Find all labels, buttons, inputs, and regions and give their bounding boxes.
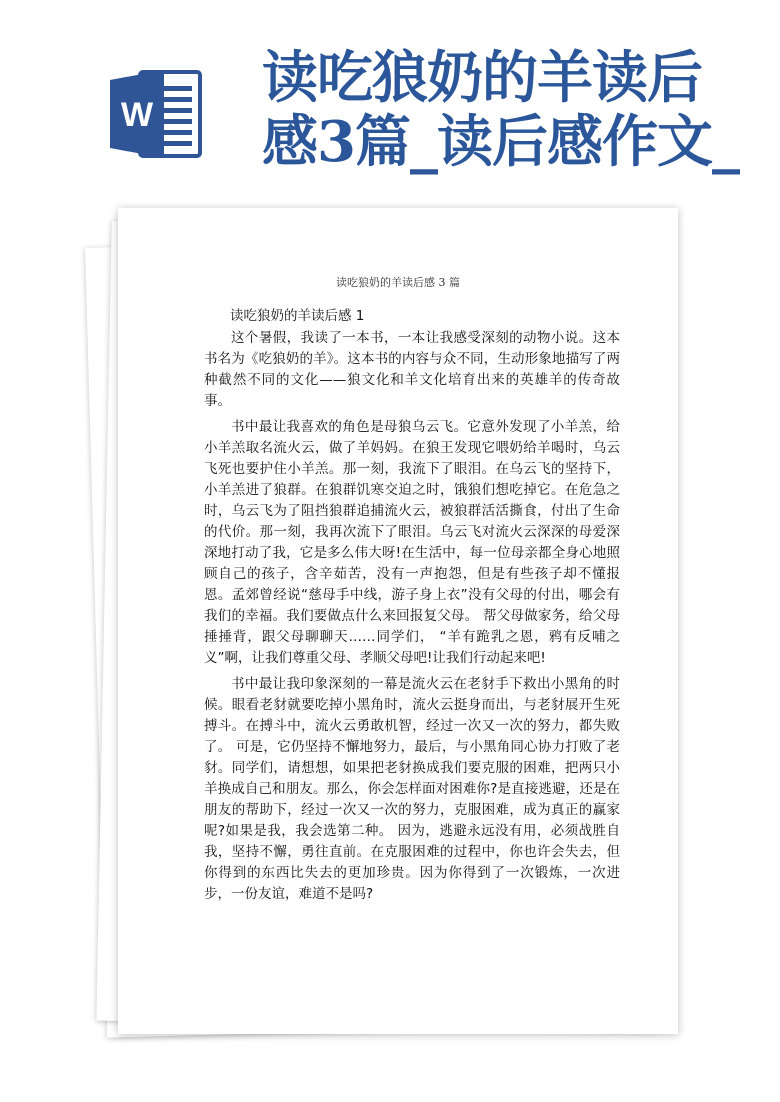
title-line-2: 感3篇_读后感作文_ [262, 109, 739, 175]
paragraph: 书中最让我喜欢的角色是母狼乌云飞。它意外发现了小羊羔，给小羊羔取名流火云，做了羊妈妈。在狼王发现它喂奶给羊喝时，乌云飞死也要护住小羊羔。那一刻，我流下了眼泪。在乌云飞的坚持下，小羊羔进了狼群。在狼群饥寒交迫之时，饿狼们想吃掉它。在危急之时，乌云飞为了阻挡狼群追捕流火云，被狼群活活撕食，付出了生命的代价。那一刻，我再次流下了眼泪。乌云飞对流火云深深的母爱深深地打动了我，它是多么伟大呀!在生活中，每一位母亲都全身心地照顾自己的孩子，含辛茹苦，没有一声抱怨，但是有些孩子却不懂报恩。孟郊曾经说“慈母手中线，游子身上衣”没有父母的付出，哪会有我们的幸福。我们要做点什么来回报复父母。 帮父母做家务，给父母捶捶背，跟父母聊聊天……同学们， “羊有跪乳之恩，鸦有反哺之义”啊，让我们尊重父母、孝顺父母吧!让我们行动起来吧! [204, 419, 620, 666]
logo-letter: W [120, 96, 154, 134]
word-document-icon [108, 66, 204, 162]
paragraph: 书中最让我印象深刻的一幕是流火云在老豺手下救出小黑角的时候。眼看老豺就要吃掉小黑角时，流火云挺身而出，与老豺展开生死搏斗。在搏斗中，流火云勇敢机智，经过一次又一次的努力，都失败了。 可是，它仍坚持不懈地努力，最后，与小黑角同心协力打败了老豺。同学们，请想想，如果把老豺换成我们要克服的困难，把两只小羊换成自己和朋友。那么，你会怎样面对困难你?是直接逃避，还是在朋友的帮助下，经过一次又一次的努力，克服困难，成为真正的赢家呢?如果是我，我会选第二种。 因为，逃避永远没有用，必须战胜自我，坚持不懈，勇往直前。在克服困难的过程中，你也许会失去，但你得到的东西比失去的更加珍贵。因为你得到了一次锻炼，一次进步，一份友谊，难道不是吗? [204, 676, 620, 902]
document-body [204, 328, 620, 910]
title-line-1: 读吃狼奶的羊读后 [262, 45, 702, 111]
document-title: 读吃狼奶的羊读后感 3 篇 [336, 276, 460, 289]
paragraph: 这个暑假，我读了一本书，一本让我感受深刻的动物小说。这本书名为《吃狼奶的羊》。这本书的内容与众不同，生动形象地描写了两种截然不同的文化——狼文化和羊文化培育出来的英雄羊的传奇故事。 [204, 330, 620, 409]
section-heading: 读吃狼奶的羊读后感 1 [230, 308, 365, 324]
page-title [262, 46, 772, 174]
header [0, 0, 780, 200]
document-page [118, 208, 678, 1034]
